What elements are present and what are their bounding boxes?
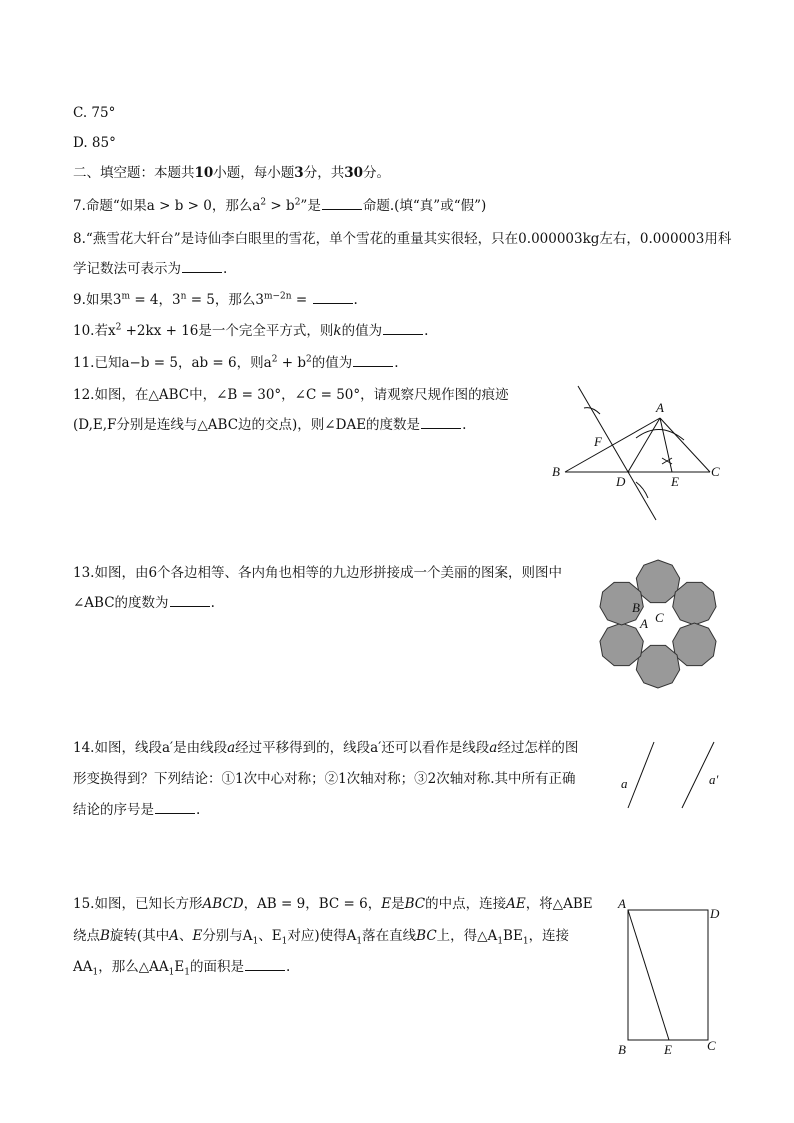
label-d: D (710, 906, 720, 921)
label-f: F (594, 434, 602, 449)
label-c: C (655, 610, 664, 625)
label-c: C (707, 1038, 716, 1053)
rectangle-abcd (628, 910, 708, 1040)
answer-blank[interactable] (170, 593, 210, 607)
option-c: C. 75° (73, 105, 116, 121)
answer-blank[interactable] (182, 259, 222, 273)
question-9: 9.如果$3^m = 4$，$3^n = 5$，那么$3^{m-2n}$ = . (73, 291, 358, 308)
question-13-line2: ∠ABC的度数为 . (73, 595, 215, 611)
question-15-line2: 绕点B旋转(其中A、E分别与$A_1$、$E_1$对应)使得$A_1$落在直线BC上，得$\triangle A_1BE_1$，连接 (73, 928, 570, 947)
label-a-prime: a′ (709, 772, 719, 787)
label-b: B (632, 600, 640, 615)
segment-a (628, 742, 654, 808)
question-10: 10.若$x^2 +2kx + 16$是一个完全平方式，则k的值为 . (73, 322, 429, 339)
option-d: D. 85° (73, 135, 116, 151)
figure-13-nonagons (592, 558, 724, 696)
question-11: 11.已知a−b = 5，ab = 6，则$a^2 + b^2$的值为 . (73, 354, 399, 371)
question-12-line1: 12.如图，在△ABC中，∠B = 30°，∠C = 50°，请观察尺规作图的痕迹 (73, 387, 509, 403)
answer-blank[interactable] (322, 196, 362, 210)
question-8-line1: 8.“燕雪花大轩台”是诗仙李白眼里的雪花，单个雪花的重量其实很轻，只在0.000003kg左右，0.000003用科 (73, 231, 732, 247)
label-c: C (711, 464, 720, 479)
answer-blank[interactable] (383, 321, 423, 335)
question-13-line1: 13.如图，由6个各边相等、各内角也相等的九边形拼接成一个美丽的图案，则图中 (73, 565, 563, 581)
label-a: A (640, 616, 648, 631)
label-e: E (671, 474, 679, 489)
answer-blank[interactable] (421, 415, 461, 429)
answer-blank[interactable] (313, 290, 353, 304)
question-14-line3: 结论的序号是 . (73, 802, 201, 818)
section-heading: 二、填空题：本题共10小题，每小题3分，共30分。 (73, 165, 390, 181)
label-e: E (664, 1042, 672, 1057)
figure-14-segments (610, 738, 735, 813)
question-8-line2: 学记数法可表示为 . (73, 261, 228, 277)
segment-ae (628, 910, 669, 1040)
figure-15-rectangle (612, 894, 732, 1062)
label-a: A (618, 896, 626, 911)
label-b: B (618, 1042, 626, 1057)
answer-blank[interactable] (245, 957, 285, 971)
segment-ad (628, 418, 660, 472)
label-b: B (552, 464, 560, 479)
question-7: 7.命题“如果a > b > 0，那么$a^2 > b^2$”是 命题.(填“真”或“假”) (73, 197, 487, 214)
nonagon (673, 623, 716, 666)
nonagon (600, 623, 643, 666)
question-12-line2: (D,E,F分别是连线与△ABC边的交点)，则∠DAE的度数是 . (73, 417, 467, 433)
nonagon (636, 560, 679, 603)
nonagon (673, 582, 716, 625)
segment-ae (660, 418, 672, 472)
answer-blank[interactable] (155, 800, 195, 814)
question-15-line3: $AA_1$，那么$\triangle AA_1E_1$的面积是 . (73, 959, 291, 978)
perpendicular-bisector (578, 386, 656, 520)
nonagon (636, 645, 679, 688)
question-15-line1: 15.如图，已知长方形ABCD，AB = 9，BC = 6，E是BC的中点，连接AE，将△ABE (73, 896, 593, 912)
figure-12-triangle (540, 378, 740, 528)
label-a: A (656, 400, 664, 415)
compass-arc (636, 429, 684, 440)
answer-blank[interactable] (353, 353, 393, 367)
label-d: D (616, 474, 626, 489)
question-14-line2: 形变换得到？下列结论：①1次中心对称；②1次轴对称；③2次轴对称.其中所有正确 (73, 771, 576, 787)
question-14-line1: 14.如图，线段a′是由线段a经过平移得到的，线段a′还可以看作是线段a经过怎样的图 (73, 740, 579, 756)
arc-cross (662, 458, 672, 464)
label-a: a (621, 776, 628, 791)
side-ac (660, 418, 710, 472)
